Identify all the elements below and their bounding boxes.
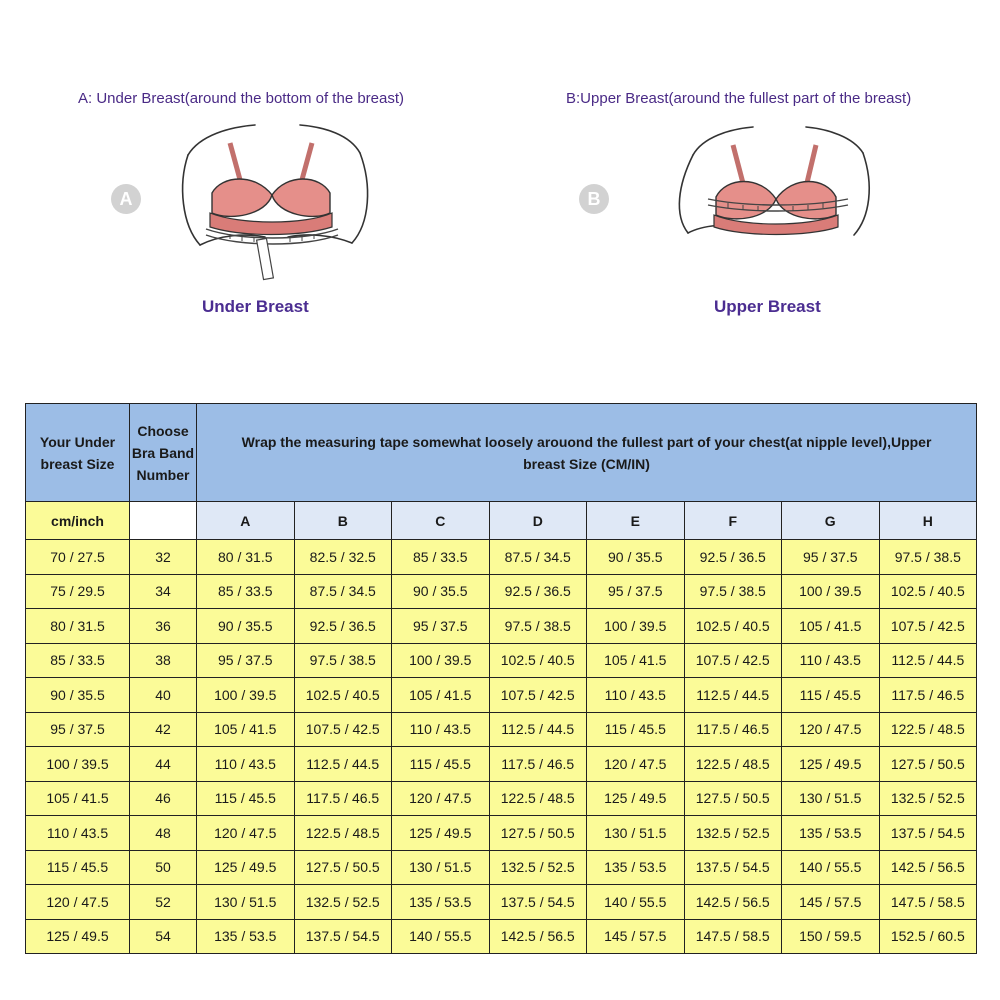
table-row (26, 609, 977, 644)
band-number-cell: 42 (130, 712, 197, 747)
upper-size-cell: 112.5 / 44.5 (879, 643, 977, 678)
badge-b: B (579, 184, 609, 214)
table-row (26, 781, 977, 816)
upper-size-cell: 100 / 39.5 (782, 574, 880, 609)
badge-a: A (111, 184, 141, 214)
band-number-cell: 48 (130, 816, 197, 851)
upper-size-cell: 135 / 53.5 (197, 919, 295, 954)
cup-header-row (26, 502, 977, 540)
upper-size-cell: 127.5 / 50.5 (294, 850, 392, 885)
upper-size-cell: 95 / 37.5 (782, 540, 880, 575)
under-breast-caption: A: Under Breast(around the bottom of the breast) (78, 90, 405, 107)
upper-breast-caption: B:Upper Breast(around the fullest part of the breast) (566, 90, 912, 107)
upper-size-cell: 120 / 47.5 (782, 712, 880, 747)
upper-size-cell: 100 / 39.5 (587, 609, 685, 644)
upper-size-cell: 82.5 / 32.5 (294, 540, 392, 575)
upper-size-cell: 97.5 / 38.5 (294, 643, 392, 678)
under-size-cell: 70 / 27.5 (26, 540, 130, 575)
upper-size-cell: 120 / 47.5 (587, 747, 685, 782)
under-size-cell: 75 / 29.5 (26, 574, 130, 609)
under-size-cell: 100 / 39.5 (26, 747, 130, 782)
upper-size-cell: 120 / 47.5 (197, 816, 295, 851)
table-row (26, 540, 977, 575)
upper-size-cell: 115 / 45.5 (587, 712, 685, 747)
under-size-cell: 115 / 45.5 (26, 850, 130, 885)
band-number-cell: 44 (130, 747, 197, 782)
upper-size-cell: 85 / 33.5 (392, 540, 490, 575)
upper-size-cell: 122.5 / 48.5 (879, 712, 977, 747)
upper-size-cell: 122.5 / 48.5 (489, 781, 587, 816)
upper-size-cell: 135 / 53.5 (392, 885, 490, 920)
under-breast-label: Under Breast (202, 297, 309, 316)
upper-size-cell: 100 / 39.5 (392, 643, 490, 678)
upper-size-cell: 135 / 53.5 (782, 816, 880, 851)
upper-size-cell: 97.5 / 38.5 (684, 574, 782, 609)
cup-header: B (294, 502, 392, 540)
upper-size-cell: 132.5 / 52.5 (489, 850, 587, 885)
upper-size-cell: 142.5 / 56.5 (879, 850, 977, 885)
upper-size-cell: 137.5 / 54.5 (879, 816, 977, 851)
upper-size-cell: 137.5 / 54.5 (684, 850, 782, 885)
size-table-body (26, 540, 977, 954)
band-blank-cell (130, 502, 197, 540)
upper-size-cell: 107.5 / 42.5 (879, 609, 977, 644)
cup-header: D (489, 502, 587, 540)
band-number-header: Choose Bra Band Number (130, 404, 197, 502)
cup-header: G (782, 502, 880, 540)
band-number-cell: 40 (130, 678, 197, 713)
upper-size-cell: 80 / 31.5 (197, 540, 295, 575)
cup-header: E (587, 502, 685, 540)
under-breast-illustration (160, 115, 390, 290)
size-chart-table (25, 403, 977, 954)
upper-size-cell: 107.5 / 42.5 (489, 678, 587, 713)
table-row (26, 816, 977, 851)
table-row (26, 747, 977, 782)
upper-size-cell: 125 / 49.5 (392, 816, 490, 851)
band-number-cell: 36 (130, 609, 197, 644)
table-row (26, 919, 977, 954)
upper-size-cell: 110 / 43.5 (587, 678, 685, 713)
upper-size-cell: 142.5 / 56.5 (684, 885, 782, 920)
upper-size-cell: 112.5 / 44.5 (489, 712, 587, 747)
under-size-cell: 105 / 41.5 (26, 781, 130, 816)
upper-size-cell: 90 / 35.5 (392, 574, 490, 609)
upper-size-cell: 105 / 41.5 (782, 609, 880, 644)
upper-size-cell: 122.5 / 48.5 (294, 816, 392, 851)
cup-header: H (879, 502, 977, 540)
under-size-header: Your Under breast Size (26, 404, 130, 502)
upper-size-cell: 117.5 / 46.5 (489, 747, 587, 782)
upper-size-cell: 127.5 / 50.5 (684, 781, 782, 816)
upper-size-cell: 97.5 / 38.5 (879, 540, 977, 575)
table-row (26, 643, 977, 678)
band-number-cell: 32 (130, 540, 197, 575)
upper-size-cell: 147.5 / 58.5 (684, 919, 782, 954)
table-row (26, 885, 977, 920)
upper-size-cell: 95 / 37.5 (197, 643, 295, 678)
upper-size-cell: 110 / 43.5 (392, 712, 490, 747)
upper-size-cell: 125 / 49.5 (587, 781, 685, 816)
upper-size-cell: 130 / 51.5 (587, 816, 685, 851)
upper-size-cell: 115 / 45.5 (782, 678, 880, 713)
upper-size-cell: 87.5 / 34.5 (489, 540, 587, 575)
under-size-cell: 80 / 31.5 (26, 609, 130, 644)
unit-label: cm/inch (26, 502, 130, 540)
band-number-cell: 52 (130, 885, 197, 920)
under-breast-panel (0, 0, 500, 360)
upper-size-cell: 137.5 / 54.5 (489, 885, 587, 920)
upper-size-cell: 100 / 39.5 (197, 678, 295, 713)
upper-size-cell: 115 / 45.5 (197, 781, 295, 816)
upper-size-cell: 112.5 / 44.5 (684, 678, 782, 713)
band-number-cell: 54 (130, 919, 197, 954)
upper-size-cell: 130 / 51.5 (197, 885, 295, 920)
upper-size-cell: 120 / 47.5 (392, 781, 490, 816)
upper-size-cell: 102.5 / 40.5 (489, 643, 587, 678)
upper-size-cell: 140 / 55.5 (392, 919, 490, 954)
upper-size-cell: 150 / 59.5 (782, 919, 880, 954)
upper-size-cell: 110 / 43.5 (782, 643, 880, 678)
upper-size-cell: 140 / 55.5 (587, 885, 685, 920)
under-size-cell: 90 / 35.5 (26, 678, 130, 713)
upper-size-cell: 152.5 / 60.5 (879, 919, 977, 954)
band-number-cell: 50 (130, 850, 197, 885)
upper-size-cell: 142.5 / 56.5 (489, 919, 587, 954)
upper-size-cell: 102.5 / 40.5 (294, 678, 392, 713)
upper-size-cell: 107.5 / 42.5 (684, 643, 782, 678)
upper-size-cell: 117.5 / 46.5 (294, 781, 392, 816)
upper-size-cell: 127.5 / 50.5 (879, 747, 977, 782)
upper-size-cell: 110 / 43.5 (197, 747, 295, 782)
upper-size-cell: 90 / 35.5 (197, 609, 295, 644)
table-row (26, 712, 977, 747)
upper-size-cell: 137.5 / 54.5 (294, 919, 392, 954)
cup-header: F (684, 502, 782, 540)
upper-size-cell: 105 / 41.5 (197, 712, 295, 747)
upper-size-cell: 92.5 / 36.5 (489, 574, 587, 609)
upper-size-cell: 102.5 / 40.5 (684, 609, 782, 644)
upper-size-cell: 125 / 49.5 (197, 850, 295, 885)
upper-size-cell: 132.5 / 52.5 (879, 781, 977, 816)
upper-size-cell: 125 / 49.5 (782, 747, 880, 782)
under-size-cell: 110 / 43.5 (26, 816, 130, 851)
upper-breast-label: Upper Breast (714, 297, 821, 316)
upper-size-cell: 130 / 51.5 (782, 781, 880, 816)
under-size-cell: 95 / 37.5 (26, 712, 130, 747)
upper-size-cell: 102.5 / 40.5 (879, 574, 977, 609)
upper-size-cell: 115 / 45.5 (392, 747, 490, 782)
upper-size-header: Wrap the measuring tape somewhat loosely arouond the fullest part of your chest(at nipple level),Upper breast Size (CM/IN) (197, 404, 977, 502)
table-row (26, 850, 977, 885)
cup-header: C (392, 502, 490, 540)
upper-size-cell: 122.5 / 48.5 (684, 747, 782, 782)
upper-size-cell: 85 / 33.5 (197, 574, 295, 609)
upper-size-cell: 117.5 / 46.5 (684, 712, 782, 747)
under-size-cell: 120 / 47.5 (26, 885, 130, 920)
upper-size-cell: 95 / 37.5 (392, 609, 490, 644)
upper-size-cell: 107.5 / 42.5 (294, 712, 392, 747)
upper-size-cell: 130 / 51.5 (392, 850, 490, 885)
upper-size-cell: 97.5 / 38.5 (489, 609, 587, 644)
table-row (26, 574, 977, 609)
upper-size-cell: 127.5 / 50.5 (489, 816, 587, 851)
upper-breast-panel (500, 0, 1000, 360)
upper-breast-illustration (648, 115, 878, 290)
upper-size-cell: 112.5 / 44.5 (294, 747, 392, 782)
band-number-cell: 38 (130, 643, 197, 678)
upper-size-cell: 145 / 57.5 (782, 885, 880, 920)
upper-size-cell: 105 / 41.5 (392, 678, 490, 713)
upper-size-cell: 147.5 / 58.5 (879, 885, 977, 920)
upper-size-cell: 135 / 53.5 (587, 850, 685, 885)
upper-size-cell: 90 / 35.5 (587, 540, 685, 575)
upper-size-cell: 140 / 55.5 (782, 850, 880, 885)
upper-size-cell: 145 / 57.5 (587, 919, 685, 954)
band-number-cell: 46 (130, 781, 197, 816)
upper-size-cell: 132.5 / 52.5 (294, 885, 392, 920)
upper-size-cell: 92.5 / 36.5 (684, 540, 782, 575)
under-size-cell: 85 / 33.5 (26, 643, 130, 678)
under-size-cell: 125 / 49.5 (26, 919, 130, 954)
upper-size-cell: 105 / 41.5 (587, 643, 685, 678)
upper-size-cell: 117.5 / 46.5 (879, 678, 977, 713)
band-number-cell: 34 (130, 574, 197, 609)
table-header-row (26, 404, 977, 502)
upper-size-cell: 95 / 37.5 (587, 574, 685, 609)
upper-size-cell: 92.5 / 36.5 (294, 609, 392, 644)
cup-header: A (197, 502, 295, 540)
upper-size-cell: 132.5 / 52.5 (684, 816, 782, 851)
table-row (26, 678, 977, 713)
upper-size-cell: 87.5 / 34.5 (294, 574, 392, 609)
